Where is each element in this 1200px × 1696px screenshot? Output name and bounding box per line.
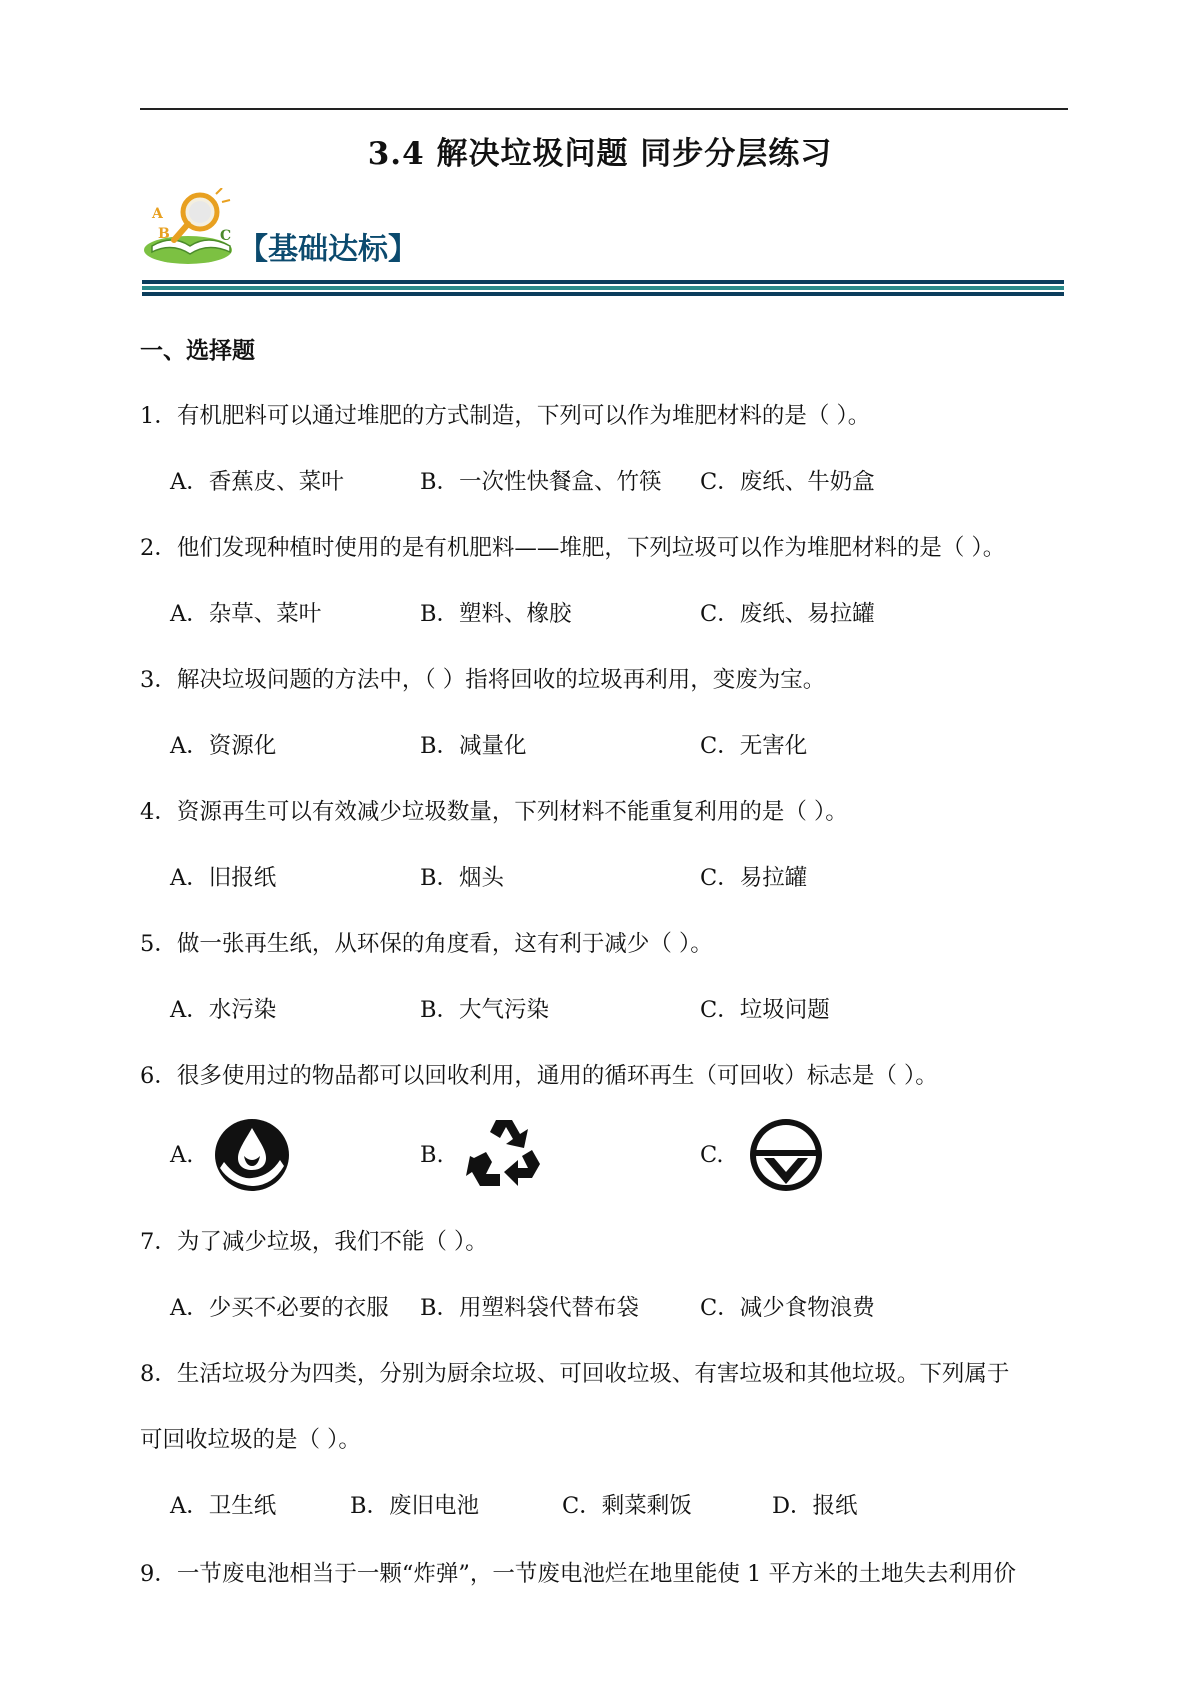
q2-option-a: A．杂草、菜叶 [170,601,322,627]
q5-option-b: B．大气污染 [420,997,550,1023]
banner-letter-a: A [152,206,163,222]
q7-option-c: C．减少食物浪费 [700,1295,875,1321]
q1-option-c: C．废纸、牛奶盒 [700,469,875,495]
recycling-arrows-icon [466,1114,546,1192]
q4-option-b: B．烟头 [420,865,505,891]
water-drop-symbol-icon [214,1118,290,1192]
q3-option-b: B．减量化 [420,733,527,759]
q2-option-c: C．废纸、易拉罐 [700,601,875,627]
q6-option-b: B. [420,1142,444,1168]
q1-option-b: B．一次性快餐盒、竹筷 [420,469,662,495]
question-4: 4．资源再生可以有效减少垃圾数量，下列材料不能重复利用的是（ ）。 [140,799,848,825]
question-7: 7．为了减少垃圾，我们不能（ ）。 [140,1229,488,1255]
top-rule [140,108,1068,110]
q8-option-b: B．废旧电池 [350,1493,480,1519]
q6-option-a: A. [170,1142,194,1168]
banner-stripes [142,280,1064,296]
q5-option-c: C．垃圾问题 [700,997,830,1023]
banner-label: 【基础达标】 [238,232,418,267]
banner-letter-c: C [220,228,232,244]
q7-option-b: B．用塑料袋代替布袋 [420,1295,640,1321]
q2-option-b: B．塑料、橡胶 [420,601,572,627]
q3-option-c: C．无害化 [700,733,808,759]
magnifier-book-icon [142,188,242,268]
question-8-continued: 可回收垃圾的是（ ）。 [140,1427,361,1453]
page-title: 3.4 解决垃圾问题 同步分层练习 [367,136,833,172]
q6-option-c: C. [700,1142,724,1168]
certification-v-symbol-icon [748,1118,824,1192]
banner-letter-b: B [158,226,170,242]
section-heading: 一、选择题 [140,337,255,364]
stripe-top [142,280,1064,284]
question-5: 5．做一张再生纸，从环保的角度看，这有利于减少（ ）。 [140,931,713,957]
stripe-middle [142,286,1064,290]
q3-option-a: A．资源化 [170,733,277,759]
question-1: 1．有机肥料可以通过堆肥的方式制造，下列可以作为堆肥材料的是（ ）。 [140,403,871,429]
question-6: 6．很多使用过的物品都可以回收利用，通用的循环再生（可回收）标志是（ ）。 [140,1063,938,1089]
q1-option-a: A．香蕉皮、菜叶 [170,469,344,495]
q4-option-a: A．旧报纸 [170,865,277,891]
q8-option-d: D．报纸 [772,1493,858,1519]
q4-option-c: C．易拉罐 [700,865,808,891]
q8-option-a: A．卫生纸 [170,1493,277,1519]
question-2: 2．他们发现种植时使用的是有机肥料——堆肥，下列垃圾可以作为堆肥材料的是（ ）。 [140,535,1006,561]
section-banner [142,188,1072,278]
question-8: 8．生活垃圾分为四类，分别为厨余垃圾、可回收垃圾、有害垃圾和其他垃圾。下列属于 [140,1361,1010,1387]
stripe-bottom [142,292,1064,296]
question-9: 9．一节废电池相当于一颗“炸弹”，一节废电池烂在地里能使 1 平方米的土地失去利用价 [140,1561,1016,1587]
question-3: 3．解决垃圾问题的方法中，（ ）指将回收的垃圾再利用，变废为宝。 [140,667,826,693]
q8-option-c: C．剩菜剩饭 [562,1493,692,1519]
q5-option-a: A．水污染 [170,997,277,1023]
q7-option-a: A．少买不必要的衣服 [170,1295,389,1321]
